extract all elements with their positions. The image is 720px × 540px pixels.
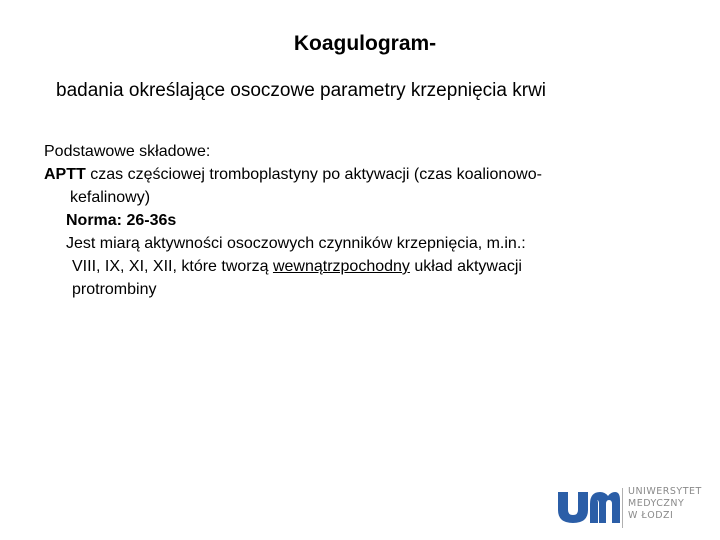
logo-line-3: W ŁODZI xyxy=(628,510,674,521)
um-logo-icon xyxy=(556,490,620,524)
university-logo xyxy=(556,486,716,530)
logo-line-2: MEDYCZNY xyxy=(628,498,685,509)
aptt-description-continued: kefalinowy) xyxy=(70,189,151,206)
body-text xyxy=(44,140,684,301)
aptt-line xyxy=(44,163,684,186)
aptt-label: APTT xyxy=(44,166,86,183)
logo-separator xyxy=(622,488,623,528)
intro-line: Podstawowe składowe: xyxy=(44,143,211,160)
aptt-description: czas częściowej tromboplastyny po aktywacji (czas koalionowo- xyxy=(85,166,542,183)
factors-text: VIII, IX, XI, XII, które tworzą xyxy=(72,258,273,275)
measure-line: Jest miarą aktywności osoczowych czynników krzepnięcia, m.in.: xyxy=(66,235,526,252)
activation-text: układ aktywacji xyxy=(409,258,522,275)
intrinsic-pathway-term: wewnątrzpochodny xyxy=(272,258,410,275)
factors-line xyxy=(44,255,684,278)
logo-line-1: UNIWERSYTET xyxy=(628,486,702,497)
slide-title: Koagulogram- xyxy=(293,32,437,55)
norm-line: Norma: 26-36s xyxy=(66,212,177,229)
prothrombin-line: protrombiny xyxy=(72,281,157,298)
slide-subtitle: badania określające osoczowe parametry krzepnięcia krwi xyxy=(56,80,547,101)
logo-text xyxy=(628,486,718,522)
